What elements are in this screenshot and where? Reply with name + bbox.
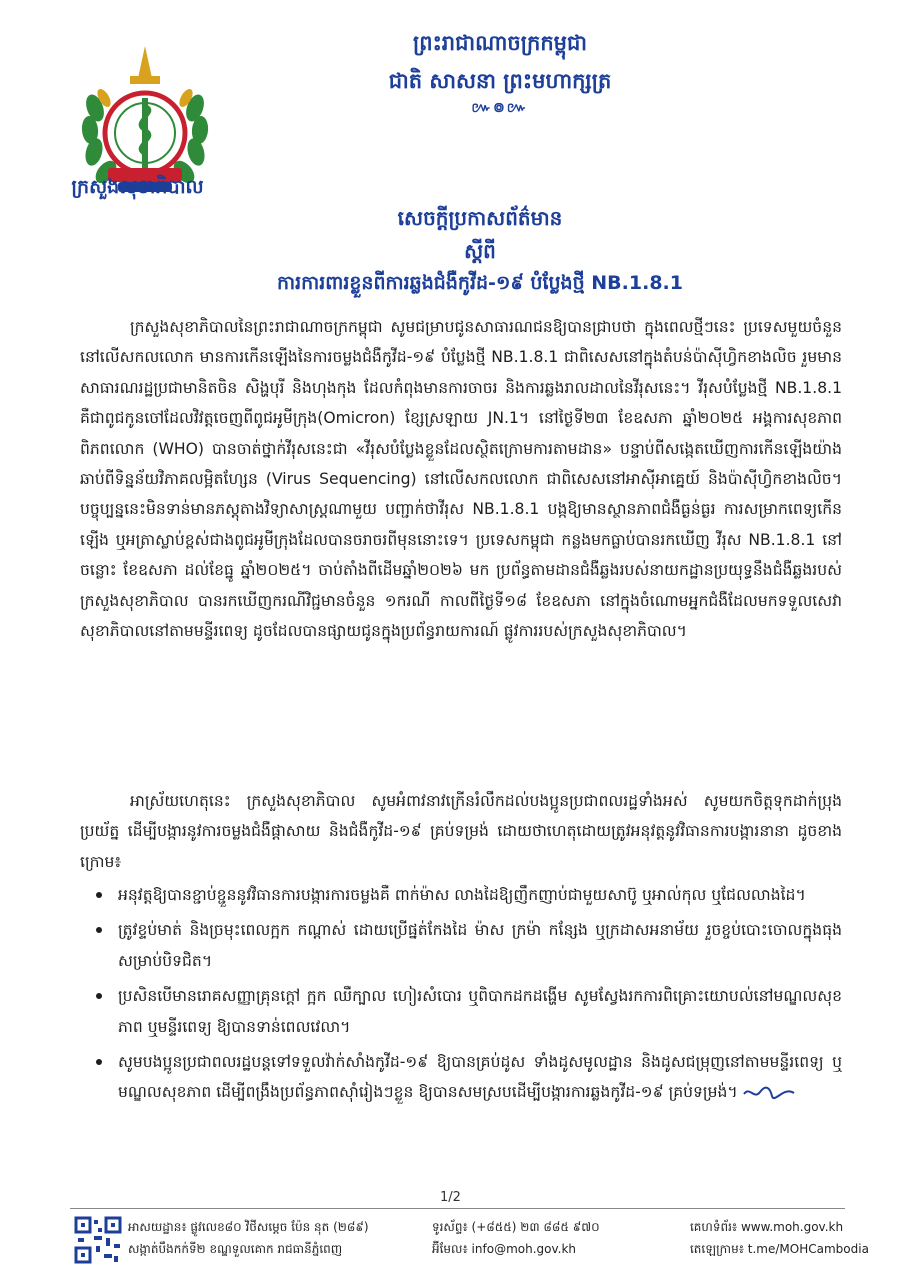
footer-website[interactable]: គេហទំព័រ៖ www.moh.gov.kh bbox=[690, 1220, 844, 1234]
list-item-text: អនុវត្តឱ្យបានខ្ជាប់ខ្ជួននូវវិធានការបង្ការការចម្លងគឺ ពាក់ម៉ាស លាងដៃឱ្យញឹកញាប់ជាមួយសាប៊ូ ឬអាល់កុល ឬជែលលាងដៃ។ bbox=[118, 886, 806, 904]
page-number: 1/2 bbox=[440, 1190, 461, 1205]
footer-address-line1: អាសយដ្ឋាន៖ ផ្លូវលេខ៨០ វិថីសម្តេច ប៉ែន នុត (២៨៩) bbox=[128, 1220, 369, 1234]
qr-code-icon bbox=[74, 1216, 122, 1264]
list-item bbox=[80, 915, 842, 976]
footer bbox=[0, 1214, 904, 1274]
bullet-icon bbox=[96, 927, 102, 933]
paragraph-appeal: អាស្រ័យហេតុនេះ ក្រសួងសុខាភិបាល សូមអំពាវនាវក្រើនរំលឹកដល់បងប្អូនប្រជាពលរដ្ឋទាំងអស់ សូមយកចិត្តទុកដាក់ប្រុងប្រយ័ត្ន ដើម្បីបង្ការនូវការចម្លងជំងឺផ្តាសាយ និងជំងឺកូវីដ-១៩ គ្រប់ទម្រង់ ដោយថាហេតុដោយត្រូវអនុវត្តនូវវិធានការបង្ការនានា ដូចខាងក្រោម៖ bbox=[80, 792, 842, 871]
footer-address-line2: សង្កាត់បឹងកក់ទី២ ខណ្ឌទួលគោក រាជធានីភ្នំពេញ bbox=[128, 1242, 343, 1256]
document-title: សេចក្តីប្រកាសព័ត៌មាន bbox=[397, 206, 563, 230]
footer-divider bbox=[70, 1208, 845, 1209]
list-item bbox=[80, 1047, 842, 1108]
paragraph-situation: ក្រសួងសុខាភិបាលនៃព្រះរាជាណាចក្រកម្ពុជា សូមជម្រាបជូនសាធារណជនឱ្យបានជ្រាបថា ក្នុងពេលថ្មីៗនេះ ប្រទេសមួយចំនួននៅលើសកលលោក មានការកើនឡើងនៃការចម្លងជំងឺកូវីដ-១៩ បំប្លែងថ្មី NB.1.8.1 ជាពិសេសនៅក្នុងតំបន់ប៉ាស៊ីហ្វិកខាងលិច រួមមាន សាធារណរដ្ឋប្រជាមានិតចិន សិង្ហបុរី និងហុងកុង ដែលកំពុងមានការចាចរ និងការឆ្លងរាលដាលនៃវីរុសនេះ។ វីរុសបំប្លែងថ្មី NB.1.8.1 គឺជាពូជកូនចៅដែលវិវត្តចេញពីពូជអូមីក្រុង(Omicron) ខ្សែស្រឡាយ JN.1។ នៅថ្ងៃទី២៣ ខែឧសភា ឆ្នាំ២០២៥ អង្គការសុខភាពពិភពលោក (WHO) បានចាត់ថ្នាក់វីរុសនេះជា «វីរុសបំប្លែងខ្លួនដែលស្ថិតក្រោមការតាមដាន» បន្ទាប់ពីសង្កេតឃើញការកើនឡើងយ៉ាងឆាប់ពីទិន្នន័យវិភាគលម្អិតហ្សែន (Virus Sequencing) នៅលើសកលលោក ជាពិសេសនៅអាស៊ីអាគ្នេយ៍ និងប៉ាស៊ីហ្វិកខាងលិច។ បច្ចុប្បន្ននេះមិនទាន់មានភស្តុតាងវិទ្យាសាស្ត្រណាមួយ បញ្ជាក់ថាវីរុស NB.1.8.1 បង្កឱ្យមានស្ថានភាពជំងឺធ្ងន់ធ្ងរ ការសម្រាកពេទ្យកើនឡើង ឬអត្រាស្លាប់ខ្ពស់ជាងពូជអូមីក្រុងដែលបានចរាចរពីមុននោះទេ។ ប្រទេសកម្ពុជា កន្លងមកធ្លាប់បានរកឃើញ វីរុស NB.1.8.1 នៅចន្លោះ ខែឧសភា ដល់ខែធ្នូ ឆ្នាំ២០២៥។ ចាប់តាំងពីដើមឆ្នាំ២០២៦ មក ប្រព័ន្ធតាមដានជំងឺឆ្លងរបស់នាយកដ្ឋានប្រយុទ្ធនឹងជំងឺឆ្លងរបស់ក្រសួងសុខាភិបាល បានរកឃើញករណីវិជ្ជមានចំនួន ១ករណី កាលពីថ្ងៃទី១៨ ខែឧសភា នៅក្នុងចំណោមអ្នកជំងឺដែលមកទទួលសេវាសុខាភិបាលនៅតាមមន្ទីរពេទ្យ ដូចដែលបានផ្សាយជូនក្នុងប្រព័ន្ធរាយការណ៍ ផ្លូវការរបស់ក្រសួងសុខាភិបាល។ bbox=[80, 318, 842, 641]
national-motto: ជាតិ សាសនា ព្រះមហាក្សត្រ bbox=[388, 69, 612, 93]
bullet-icon bbox=[96, 892, 102, 898]
kingdom-name: ព្រះរាជាណាចក្រកម្ពុជា bbox=[412, 31, 587, 55]
bullet-icon bbox=[96, 1059, 102, 1065]
prevention-measures-list bbox=[80, 880, 842, 1113]
footer-telegram[interactable]: តេឡេក្រាម៖ t.me/MOHCambodia bbox=[690, 1242, 869, 1256]
ministry-name: ក្រសួងសុខាភិបាល bbox=[71, 176, 204, 198]
list-item bbox=[80, 880, 842, 910]
list-item bbox=[80, 981, 842, 1042]
footer-email[interactable]: អ៊ីមែល៖ info@moh.gov.kh bbox=[432, 1242, 577, 1256]
ornament-divider: ៚៙៚ bbox=[471, 100, 529, 116]
list-item-text: ប្រសិនបើមានរោគសញ្ញាគ្រុនក្តៅ ក្អក ឈឺក្បាល ហៀរសំបោរ ឬពិបាកដកដង្ហើម សូមស្វែងរកការពិគ្រោះយោបល់នៅមណ្ឌលសុខភាព ឬមន្ទីរពេទ្យ ឱ្យបានទាន់ពេលវេលា។ bbox=[118, 987, 842, 1036]
initials-signature bbox=[742, 1084, 796, 1102]
footer-phone: ទូរស័ព្ទ៖ (+៨៥៥) ២៣ ៨៨៥ ៩៧០ bbox=[432, 1220, 600, 1234]
list-item-text: ត្រូវខ្ទប់មាត់ និងច្រមុះពេលក្អក កណ្តាស់ ដោយប្រើផ្នត់កែងដៃ ម៉ាស ក្រម៉ា កន្សែង ឬក្រដាសអនាម័យ រួចខ្ចប់បោះចោលក្នុងធុងសម្រាប់បិទជិត។ bbox=[118, 921, 842, 970]
bullet-icon bbox=[96, 993, 102, 999]
document-subject: ការការពារខ្លួនពីការឆ្លងជំងឺកូវីដ-១៩ បំប្លែងថ្មី NB.1.8.1 bbox=[277, 272, 683, 294]
list-item-text: សូមបងប្អូនប្រជាពលរដ្ឋបន្តទៅទទួលវ៉ាក់សាំងកូវីដ-១៩ ឱ្យបានគ្រប់ដូស ទាំងដូសមូលដ្ឋាន និងដូសជម្រុញនៅតាមមន្ទីរពេទ្យ ឬមណ្ឌលសុខភាព ដើម្បីពង្រឹងប្រព័ន្ធភាពស៊ាំរៀងៗខ្លួន ឱ្យបានសមស្របដើម្បីបង្ការការឆ្លងកូវីដ-១៩ គ្រប់ទម្រង់។ bbox=[118, 1053, 842, 1102]
document-subtitle-about: ស្តីពី bbox=[464, 239, 496, 263]
